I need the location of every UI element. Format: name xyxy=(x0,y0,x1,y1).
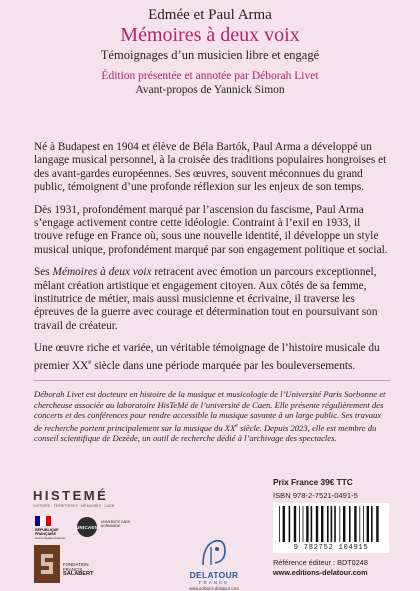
salabert-line-3: SALABERT xyxy=(63,571,94,577)
barcode-bar xyxy=(316,506,318,542)
foreword-credit: Avant-propos de Yannick Simon xyxy=(135,84,285,96)
barcode-bar xyxy=(367,506,369,542)
isbn: ISBN 978-2-7521-0491-5 xyxy=(273,491,358,500)
paragraph-3-start: Ses xyxy=(34,266,53,279)
paragraph-2: Dès 1931, profondément marqué par l’ascension du fascisme, Paul Arma s’engage activement contre cette idéologie. Contraint à l’exil en 1933, il trouve refuge en France où, sous une nouvelle identité, il développe un style musical unique, profondément marqué par son engagement politique et social. xyxy=(34,203,388,256)
barcode-bar xyxy=(306,506,308,542)
barcode-bar xyxy=(321,506,323,542)
delatour-country: FRANCE xyxy=(198,580,230,585)
histeme-logo xyxy=(33,488,114,508)
publisher-reference: Référence éditeur : BDT0248 xyxy=(273,558,368,567)
barcode-bar xyxy=(289,506,291,542)
barcode-bar xyxy=(279,506,280,542)
bio-superscript: e xyxy=(235,422,238,429)
barcode-bar xyxy=(311,506,313,542)
authors: Edmée et Paul Arma xyxy=(148,7,272,23)
barcode-number: 9 782752 104915 xyxy=(273,544,389,552)
salabert-text xyxy=(63,562,93,583)
rf-line-2: FRANÇAISE xyxy=(35,532,56,537)
delatour-logo-url: www.editions-delatour.com xyxy=(189,586,239,591)
histeme-tagline: HISTOIRE · TERRITOIRES · MÉMOIRES · CAEN xyxy=(33,504,115,508)
book-subtitle: Témoignages d’un musicien libre et engagé xyxy=(100,48,320,62)
paragraph-4 xyxy=(34,342,390,373)
bio-end: siècle. Depuis 2023, elle est membre du conseil scientifique de Dezède, un outil de recherche dédié à l’archivage des spectacles. xyxy=(34,422,377,443)
paragraph-1: Né à Budapest en 1904 et élève de Béla Bartók, Paul Arma a développé un langage musical personnel, à la croisée des traditions populaires hongroises et des avant-gardes européennes. Ses œuvres, souvent méconnues du grand public, témoignent d’une profonde réflexion sur les enjeux de son temps. xyxy=(34,141,387,194)
french-flag-icon xyxy=(35,516,51,526)
bio-start: Déborah Livet est docteure en histoire de la musique et musicologie de l’Université Paris Sorbonne et chercheuse associée au laboratoire HisTeMé de l’université de Caen. Elle présente régulièrement des concerts et des conférences pour rendre accessible la musique savante à un large public. Ses travaux de recherche portent principalement sur la musique du XX xyxy=(34,389,386,433)
barcode xyxy=(273,503,389,553)
century-superscript: e xyxy=(88,357,92,366)
unicaen-text: UNIVERSITÉ CAEN NORMANDIE xyxy=(101,520,130,528)
barcode-bar xyxy=(343,506,345,542)
barcode-bar xyxy=(354,506,356,542)
barcode-bar xyxy=(349,506,351,542)
paragraph-3-end: retracent avec émotion un parcours exceptionnel, mêlant création artistique et engagement citoyen. Aux côtés de sa femme, institutrice de métier, mais aussi musicienne et écrivaine, il traverse les épreuves de la guerre avec courage et détermination tout en poursuivant son travail de créateur. xyxy=(34,266,378,332)
unicaen-logo: UNICAEN xyxy=(77,517,97,537)
edition-credit: Édition présentée et annotée par Déborah Livet xyxy=(101,70,319,82)
editor-bio xyxy=(34,380,390,443)
barcode-bar xyxy=(376,506,378,542)
barcode-bar xyxy=(363,506,364,542)
barcode-bar xyxy=(331,506,333,542)
price: Prix France 39€ TTC xyxy=(273,477,353,487)
barcode-bar xyxy=(294,506,296,542)
rf-motto: Liberté Égalité Fraternité xyxy=(35,536,66,541)
paragraph-4-start: Une œuvre riche et variée, un véritable témoignage de l’histoire musicale du premier XX xyxy=(34,342,380,372)
barcode-bar xyxy=(303,506,304,542)
fondation-salabert-logo xyxy=(34,545,96,583)
rf-line-1: RÉPUBLIQUE xyxy=(35,528,59,532)
cover-header xyxy=(0,0,420,97)
barcode-bar xyxy=(359,506,360,542)
book-title: Mémoires à deux voix xyxy=(120,24,300,46)
delatour-logo xyxy=(178,537,250,591)
barcode-bar xyxy=(327,506,329,542)
paragraph-4-end: siècle dans une période marquée par les bouleversements. xyxy=(91,359,356,372)
back-cover-text xyxy=(34,141,390,382)
colophon xyxy=(273,477,395,578)
salabert-line-1: FONDATION xyxy=(63,562,89,567)
barcode-bar xyxy=(339,506,340,542)
histeme-wordmark: HISTEMÉ xyxy=(33,488,109,503)
barcode-bar xyxy=(334,506,336,542)
salabert-line-2: FRANCIS xyxy=(63,567,83,572)
delatour-mark-icon xyxy=(197,537,231,567)
barcode-bar xyxy=(371,506,373,542)
republique-francaise-logo xyxy=(35,516,71,541)
barcode-bars xyxy=(277,506,385,542)
book-title-inline: Mémoires à deux voix xyxy=(52,266,152,279)
barcode-bar xyxy=(283,506,285,542)
barcode-bar xyxy=(299,506,300,542)
publisher-website: www.editions-delatour.com xyxy=(273,568,368,577)
delatour-wordmark: DELATOUR xyxy=(189,570,239,580)
salabert-mark-icon xyxy=(34,545,60,583)
paragraph-3 xyxy=(34,266,390,333)
